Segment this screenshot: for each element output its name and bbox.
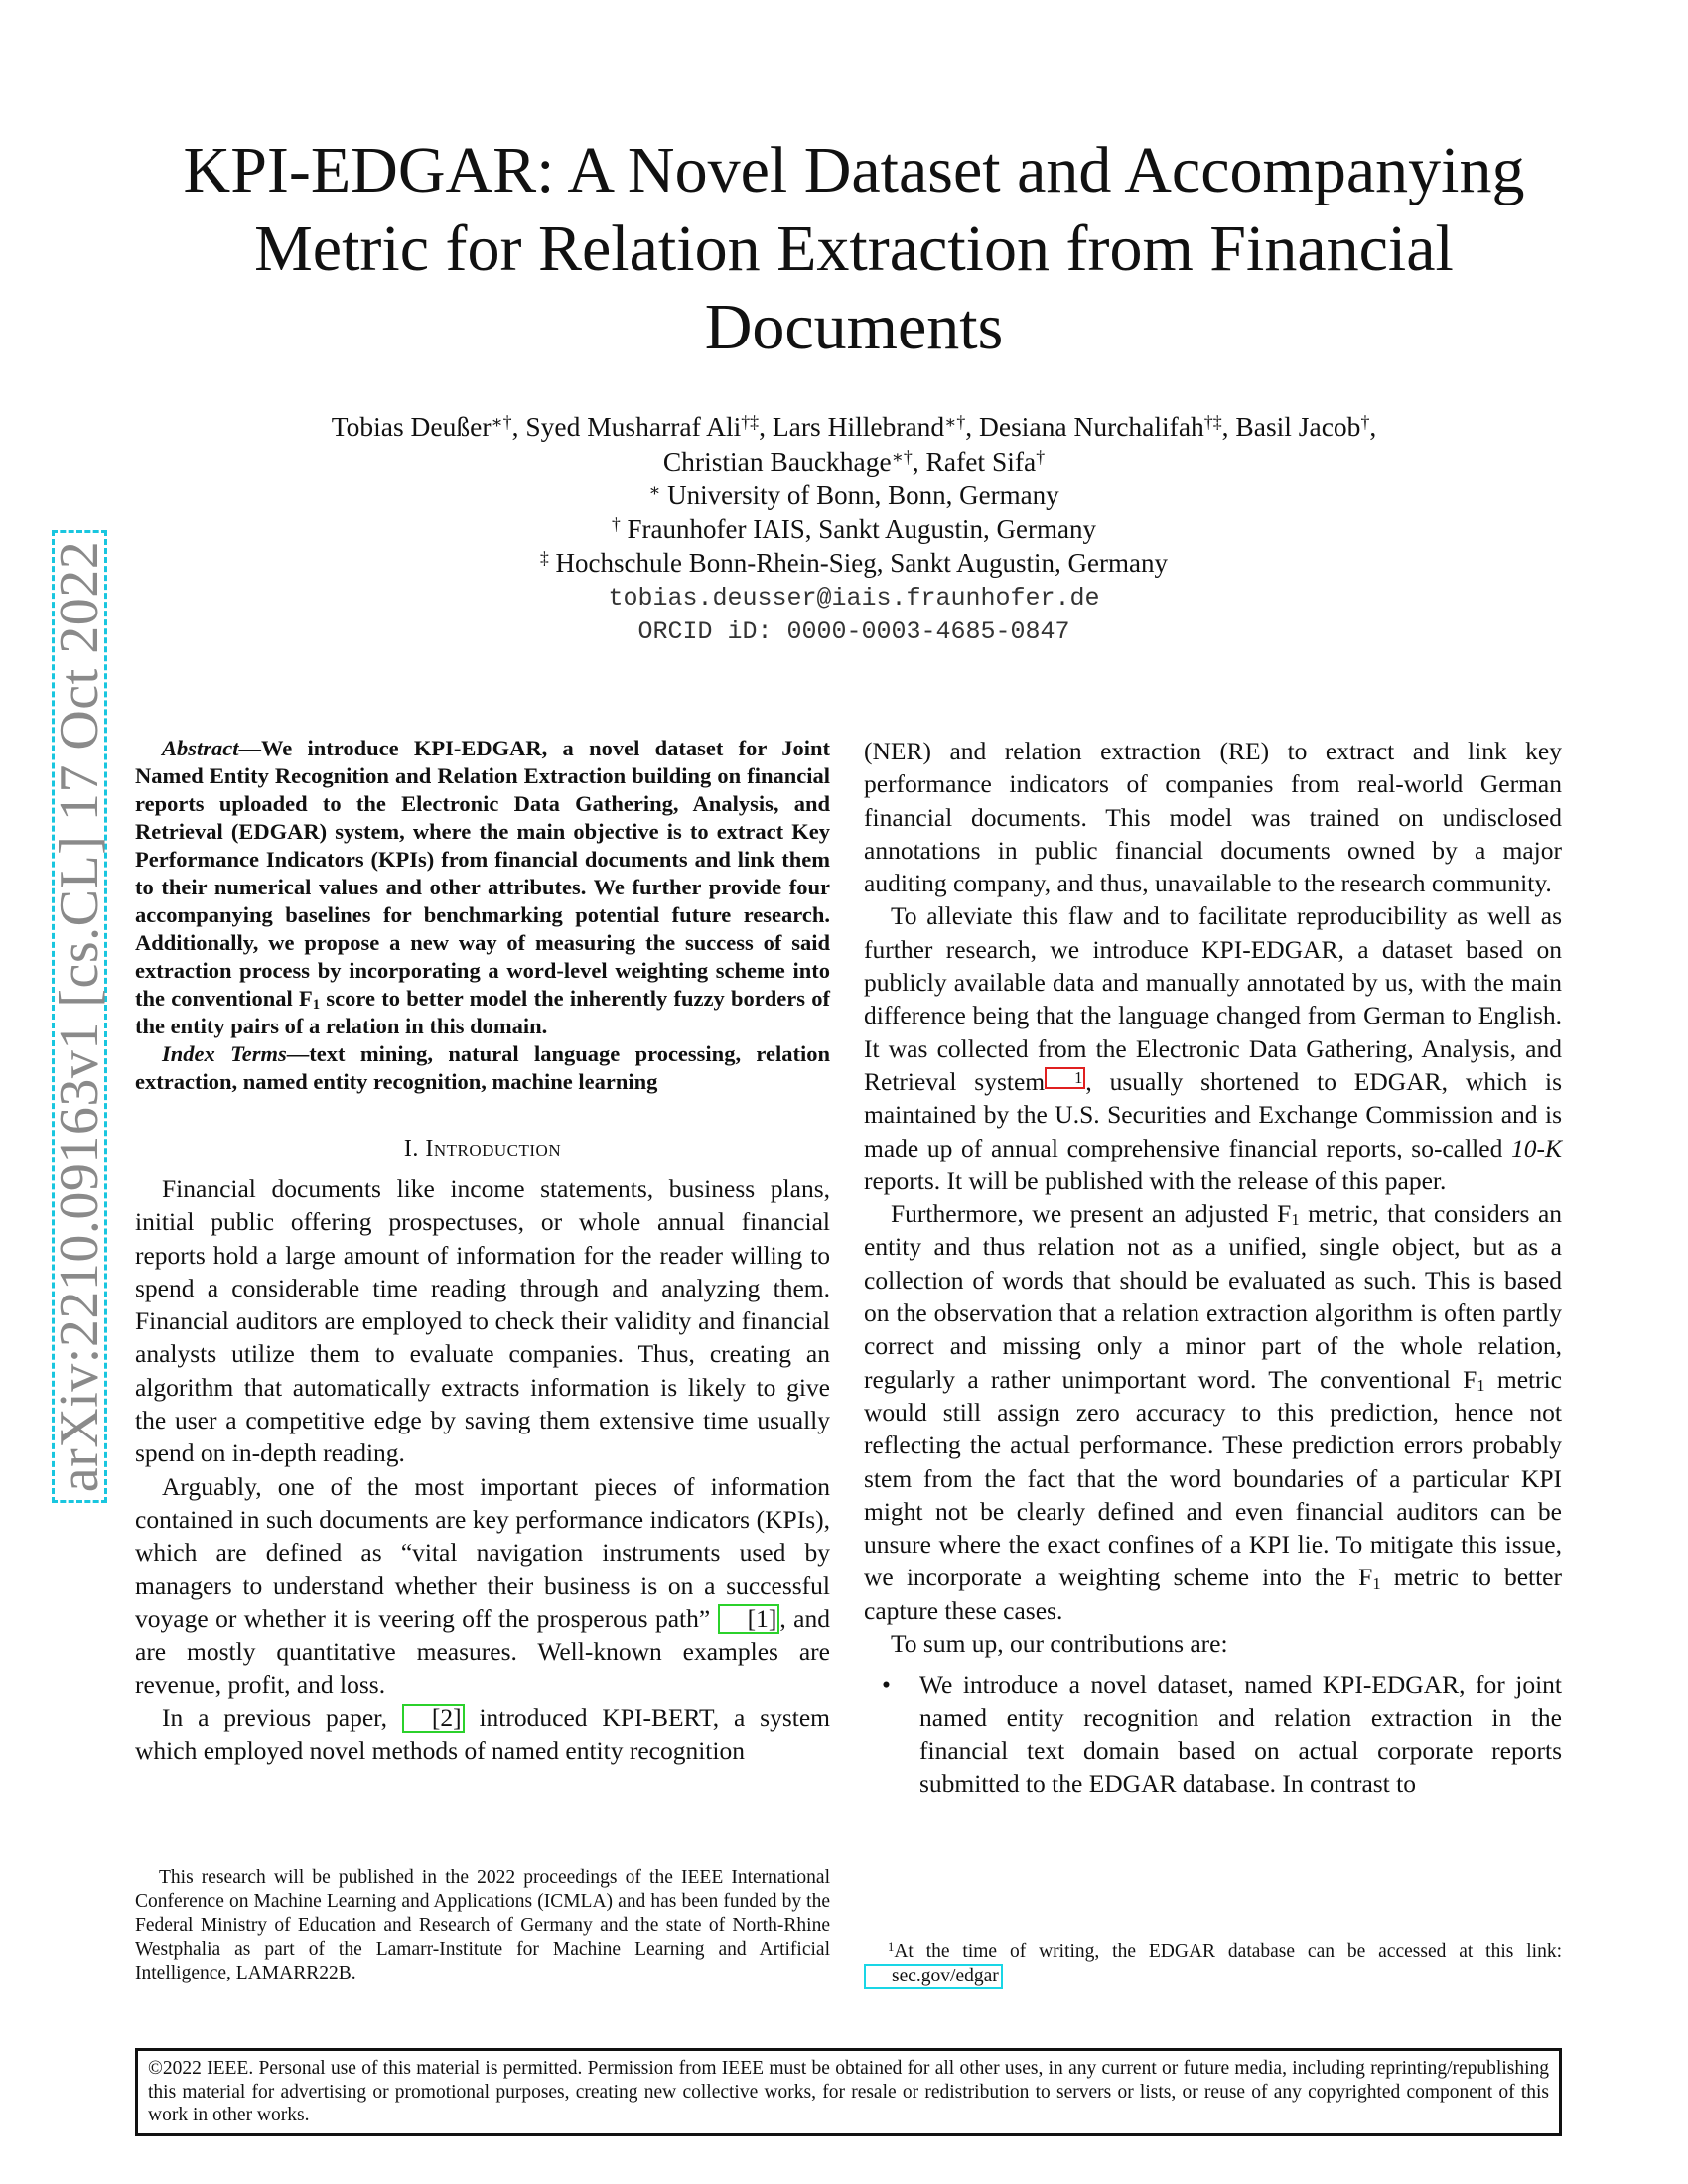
paragraph-text: metric, that considers an entity and thus relation not as a unified, single object, but as a collection of words that should be evaluated as such. This is based on the observation that a relation extraction algorithm is often partly correct and missing only a minor part of the whole relation, regularly a rather unimportant word. The conventional F [864, 1199, 1563, 1394]
index-terms-text: —text mining, natural language processing, relation extraction, named entity recognition, machine learning [135, 1041, 831, 1094]
right-column [864, 735, 1562, 1801]
affiliation-text: Fraunhofer IAIS, Sankt Augustin, Germany [620, 514, 1096, 544]
author-separator: , [759, 411, 773, 442]
intro-paragraph-3 [135, 1702, 830, 1768]
author-marks: ∗† [491, 411, 512, 432]
affiliation-1 [129, 478, 1579, 512]
paragraph-text: To alleviate this flaw and to facilitate reproducibility as well as further research, we introduce KPI-EDGAR, a dataset based on publicly available data and manually annotated by us, with the main difference being that the language changed from German to English. It was collected from the Electronic Data Gathering, Analysis, and Retrieval system [864, 901, 1562, 1096]
intro-paragraph-1: Financial documents like income statements, business plans, initial public offering prospectuses, or whole annual financial reports hold a large amount of information for the reader willing to spend a considerable time reading through and analyzing them. Financial auditors are employed to check their validity and financial analysts utilize them to evaluate companies. Thus, creating an algorithm that automatically extracts information is likely to give the user a competitive edge by saving them extensive time usually spend on in-depth reading. [135, 1174, 830, 1468]
intro-paragraph-2 [135, 1470, 830, 1702]
f1-subscript: 1 [1291, 1210, 1300, 1230]
f1-subscript: 1 [1477, 1375, 1485, 1395]
affiliation-mark: ‡ [540, 548, 549, 569]
author-marks: † [1360, 411, 1370, 432]
author-name: Rafet Sifa [925, 446, 1037, 477]
paragraph-text: metric to better capture these cases. [864, 1563, 1562, 1625]
contact-email: tobias.deusser@iais.fraunhofer.de [608, 584, 1100, 613]
affiliation-mark: ∗ [648, 480, 661, 501]
affiliation-3 [129, 546, 1579, 580]
author-separator: , [912, 446, 926, 477]
bullet-icon: • [882, 1670, 891, 1700]
intro-paragraph-5 [864, 1197, 1562, 1627]
affiliation-text: Hochschule Bonn-Rhein-Sieg, Sankt Augustin, Germany [548, 548, 1168, 578]
f1-subscript: 1 [312, 996, 321, 1013]
authors-line-1 [129, 409, 1579, 444]
intro-paragraph-4 [864, 899, 1562, 1197]
funding-footnote: This research will be published in the 2022 proceedings of the IEEE International Conference on Machine Learning and Applications (ICMLA) and has been funded by the Federal Ministry of Education and Research of Germany and the state of North-Rhine Westphalia as part of the Lamarr-Institute for Machine Learning and Artificial Intelligence, LAMARR22B. [135, 1867, 830, 1983]
footnote-1 [864, 1940, 1562, 1989]
footnote-link-1[interactable]: 1 [1045, 1067, 1085, 1089]
author-marks: ∗† [891, 446, 913, 467]
author-name: Lars Hillebrand [772, 411, 945, 442]
author-separator: , [1369, 411, 1377, 442]
copyright-notice: ©2022 IEEE. Personal use of this material is permitted. Permission from IEEE must be obtained for all other uses, in any current or future media, including reprinting/republishing this material for advertising or promotional purposes, creating new collective works, for resale or redistribution to servers or lists, or reuse of any copyrighted component of this work in other works. [135, 2048, 1562, 2136]
paragraph-text: , usually shortened to EDGAR, which is maintained by the U.S. Securities and Exchange Commission and is made up of annual comprehensive financial reports, so-called [864, 1066, 1562, 1162]
paragraph-text: introduced KPI-BERT, a system which employed novel methods of named entity recognition [135, 1703, 830, 1766]
paragraph-text: In a previous paper, [162, 1703, 402, 1732]
author-marks: †‡ [1203, 411, 1222, 432]
author-name: Desiana Nurchalifah [979, 411, 1204, 442]
f1-subscript: 1 [1372, 1573, 1381, 1593]
author-separator: , [511, 411, 526, 442]
contributions-list [864, 1668, 1562, 1800]
index-terms-label: Index Terms [162, 1041, 287, 1066]
emphasis-10k: 10-K [1511, 1133, 1562, 1162]
abstract-label: Abstract [162, 736, 239, 760]
abstract-text-tail: score to better model the inherently fuzzy borders of the entity pairs of a relation in this domain. [135, 986, 830, 1038]
affiliation-2 [129, 512, 1579, 546]
citation-link-1[interactable]: [1] [718, 1604, 780, 1634]
orcid-id: ORCID iD: 0000-0003-4685-0847 [637, 617, 1070, 646]
paragraph-text: Arguably, one of the most important pieces of information contained in such documents are key performance indicators (KPIs), which are defined as “vital navigation instruments used by managers to understand whether their business is on a successful voyage or whether it is veering off the prosperous path” [135, 1471, 830, 1633]
section-heading-introduction: I. Introduction [403, 1136, 562, 1161]
index-terms [135, 1040, 830, 1096]
paragraph-text: Furthermore, we present an adjusted F [891, 1199, 1292, 1229]
affiliation-text: University of Bonn, Bonn, Germany [660, 480, 1059, 510]
author-name: Syed Musharraf Ali [525, 411, 742, 442]
citation-link-2[interactable]: [2] [402, 1704, 465, 1733]
paragraph-text: , and are mostly quantitative measures. Well-known examples are revenue, profit, and loss. [135, 1603, 830, 1700]
paper-title: KPI-EDGAR: A Novel Dataset and Accompanying Metric for Relation Extraction from Financial Documents [183, 134, 1525, 363]
author-separator: , [965, 411, 980, 442]
left-column [135, 735, 830, 1767]
list-item-text: We introduce a novel dataset, named KPI-EDGAR, for joint named entity recognition and relation extraction in the financial text domain based on actual corporate reports submitted to the EDGAR database. In contrast to [919, 1670, 1562, 1799]
author-name: Tobias Deußer [331, 411, 492, 442]
author-marks: † [1036, 446, 1046, 467]
list-item [864, 1668, 1562, 1800]
abstract [135, 735, 830, 1040]
author-separator: , [1221, 411, 1236, 442]
paragraph-text: reports. It will be published with the release of this paper. [864, 1165, 1447, 1195]
footnote-text: At the time of writing, the EDGAR database can be accessed at this link: [894, 1941, 1562, 1962]
authors-line-2 [129, 444, 1579, 478]
author-name: Basil Jacob [1235, 411, 1361, 442]
paragraph-text: metric would still assign zero accuracy to this prediction, hence not reflecting the actual performance. These prediction errors probably stem from the fact that the word boundaries of a particular KPI might not be clearly defined and even financial auditors can be unsure where the exact confines of a KPI lie. To mitigate this issue, we incorporate a weighting scheme into the F [864, 1364, 1562, 1592]
intro-paragraph-3-continued: (NER) and relation extraction (RE) to extract and link key performance indicators of companies from real-world German financial documents. This model was trained on undisclosed annotations in public financial documents owned by a major auditing company, and thus, unavailable to the research community. [864, 737, 1562, 898]
abstract-text: —We introduce KPI-EDGAR, a novel dataset for Joint Named Entity Recognition and Relation Extraction building on financial reports uploaded to the Electronic Data Gathering, Analysis, and Retrieval (EDGAR) system, where the main objective is to extract Key Performance Indicators (KPIs) from financial documents and link them to their numerical values and other attributes. We further provide four accompanying baselines for benchmarking potential future research. Additionally, we propose a new way of measuring the success of said extraction process by incorporating a word-level weighting scheme into the conventional F [135, 736, 830, 1011]
affiliation-mark: † [612, 514, 621, 535]
author-list [129, 409, 1579, 478]
intro-paragraph-6: To sum up, our contributions are: [891, 1629, 1228, 1659]
author-marks: †‡ [741, 411, 760, 432]
author-name: Christian Bauckhage [662, 446, 892, 477]
arxiv-stamp[interactable]: arXiv:2210.09163v1 [cs.CL] 17 Oct 2022 [49, 540, 110, 1493]
footnote-mark: 1 [888, 1940, 895, 1955]
author-marks: ∗† [944, 411, 966, 432]
edgar-link[interactable]: sec.gov/edgar [864, 1964, 1003, 1989]
